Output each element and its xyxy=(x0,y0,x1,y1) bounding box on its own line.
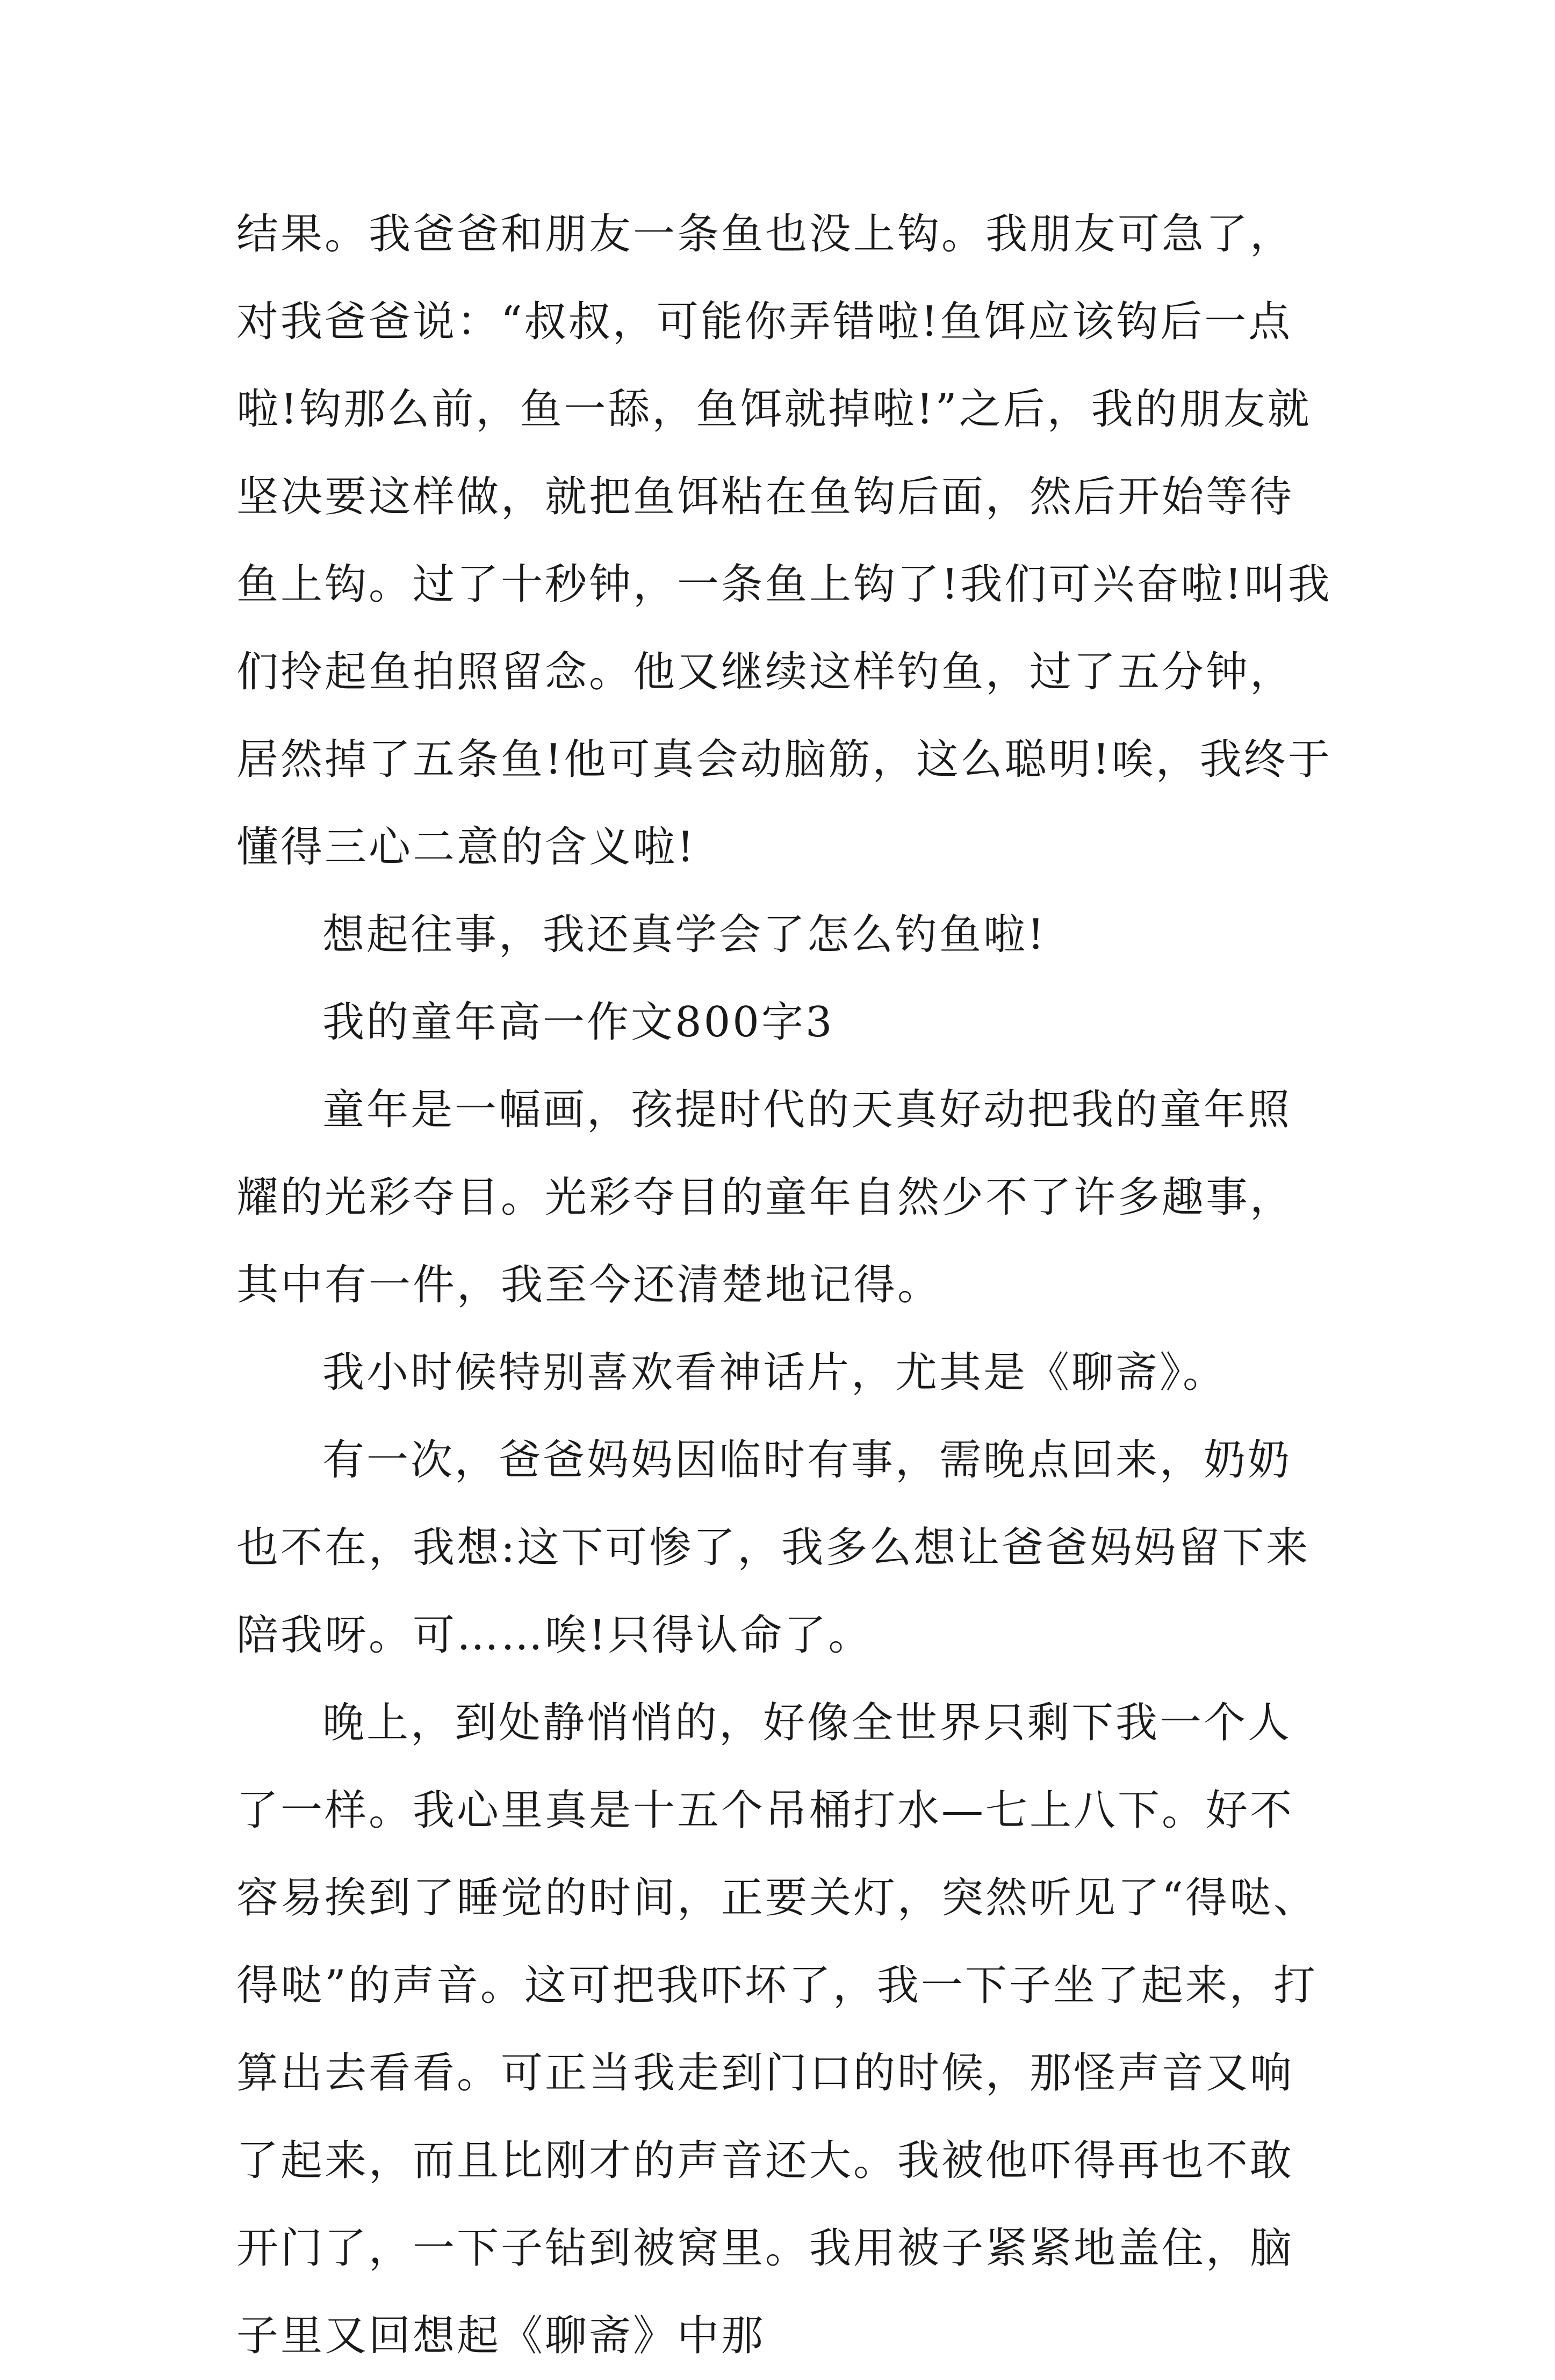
paragraph: 有一次，爸爸妈妈因临时有事，需晚点回来，奶奶也不在，我想:这下可惨了，我多么想让爸爸妈妈留下来陪我呀。可……唉!只得认命了。 xyxy=(236,1436,1311,1660)
paragraph: 想起往事，我还真学会了怎么钓鱼啦! xyxy=(322,911,1047,959)
paragraph: 我小时候特别喜欢看神话片，尤其是《聊斋》。 xyxy=(322,1348,1227,1397)
paragraph: 结果。我爸爸和朋友一条鱼也没上钩。我朋友可急了，对我爸爸说：“叔叔，可能你弄错啦!鱼饵应该钩后一点啦!钩那么前，鱼一舔，鱼饵就掉啦!”之后，我的朋友就坚决要这样做，就把鱼饵粘在鱼钩后面，然后开始等待鱼上钩。过了十秒钟，一条鱼上钩了!我们可兴奋啦!叫我们拎起鱼拍照留念。他又继续这样钓鱼，过了五分钟，居然掉了五条鱼!他可真会动脑筋，这么聪明!唉，我终于懂得三心二意的含义啦! xyxy=(236,210,1332,871)
paragraph: 晚上，到处静悄悄的，好像全世界只剩下我一个人了一样。我心里真是十五个吊桶打水—七上八下。好不容易挨到了睡觉的时间，正要关灯，突然听见了“得哒、得哒”的声音。这可把我吓坏了，我一下子坐了起来，打算出去看看。可正当我走到门口的时候，那怪声音又响了起来，而且比刚才的声音还大。我被他吓得再也不敢开门了，一下子钻到被窝里。我用被子紧紧地盖住，脑子里又回想起《聊斋》中那 xyxy=(236,1699,1318,2360)
section-heading: 我的童年高一作文800字3 xyxy=(322,998,834,1047)
paragraph: 童年是一幅画，孩提时代的天真好动把我的童年照耀的光彩夺目。光彩夺目的童年自然少不了许多趣事，其中有一件，我至今还清楚地记得。 xyxy=(236,1086,1294,1309)
document-body xyxy=(236,191,1333,2380)
